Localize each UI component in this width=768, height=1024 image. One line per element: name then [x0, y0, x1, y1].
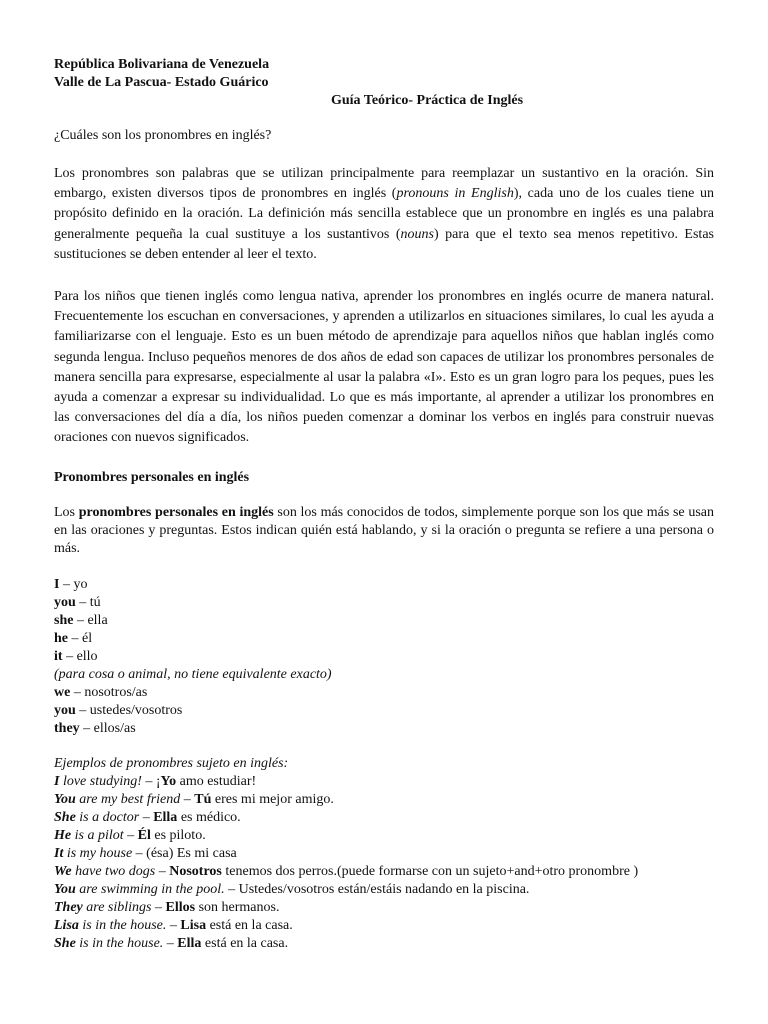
example-translation: son hermanos. — [195, 900, 280, 915]
example-subject: She — [54, 936, 76, 951]
example-sentence: are siblings — [82, 900, 152, 915]
example-subject: They — [54, 900, 83, 915]
example-dash: – — [180, 792, 195, 807]
pronoun-es: – nosotros/as — [70, 685, 148, 700]
pronoun-en: he — [54, 631, 68, 646]
list-item — [54, 684, 332, 702]
paragraph-children: Para los niños que tienen inglés como lengua nativa, aprender los pronombres en inglés ocurre de manera natural. Frecuentemente los escuchan en conversaciones, y aprenden a utilizarlos en situaciones similares, lo cual les ayuda a familiarizarse con el lenguaje. Esto es un buen método de aprendizaje para aquellos niños que hablan inglés como segunda lengua. Incluso pequeños menores de dos años de edad son capaces de utilizar los pronombres personales de manera sencilla para expresarse, especialmente al usar la palabra «I». Esto es un gran logro para los peques, pues les ayuda a comenzar a expresar su individualidad. Lo que es más importante, al aprender a utilizar los pronombres en las conversaciones del día a día, los niños pueden comenzar a dominar los verbos en inglés para construir nuevas oraciones con nuevos significados. — [54, 289, 714, 446]
pronoun-en: you — [54, 703, 76, 718]
pronoun-es: – él — [68, 631, 93, 646]
example-translation: está en la casa. — [206, 918, 293, 933]
example-translation: amo estudiar! — [176, 774, 257, 789]
paragraph-text: Los pronombres son palabras que se utilizan principalmente para reemplazar un sustantivo en la oración. Sin embargo, existen diversos tipos de pronombres en inglés ( — [54, 166, 714, 202]
example-translation-bold: Lisa — [180, 918, 207, 933]
example-item — [54, 845, 638, 863]
example-sentence: is my house — [63, 846, 133, 861]
example-translation-bold: Yo — [160, 774, 177, 789]
bold-term: pronombres personales en inglés — [78, 505, 274, 520]
document-header — [54, 56, 714, 110]
paragraph-text: Los — [54, 505, 79, 520]
example-dash: – — [151, 900, 166, 915]
example-translation-bold: Ellos — [165, 900, 196, 915]
example-subject: We — [54, 864, 72, 879]
list-item — [54, 594, 332, 612]
example-translation-bold: Ella — [177, 936, 202, 951]
pronoun-es: – ellos/as — [79, 721, 136, 736]
example-translation: Ustedes/vosotros están/estáis nadando en la piscina. — [238, 882, 530, 897]
examples-list — [54, 755, 638, 953]
example-sentence: are my best friend — [75, 792, 181, 807]
paragraph-text: son los más conocidos de todos, simplemente porque son los que más se usan en las oraciones y preguntas. Estos indican quién está hablando, y si la oración o pregunta se refiere a una persona o más. — [54, 505, 714, 556]
example-dash: – — [166, 918, 181, 933]
example-item — [54, 791, 638, 809]
example-item — [54, 827, 638, 845]
header-country: República Bolivariana de Venezuela — [54, 57, 270, 72]
example-translation-bold: Tú — [194, 792, 212, 807]
paragraph-text: ), cada uno de los cuales tiene un propósito definido en la oración. La definición más sencilla establece que un pronombre en inglés es una palabra generalmente pequeña la cual sustituye a los sustantivos ( — [54, 186, 715, 242]
example-translation: es piloto. — [150, 828, 206, 843]
example-dash: – — [123, 828, 138, 843]
example-subject: Lisa — [54, 918, 79, 933]
list-item — [54, 702, 332, 720]
example-translation: tenemos dos perros.(puede formarse con un sujeto+and+otro pronombre ) — [221, 864, 639, 879]
example-item — [54, 881, 638, 899]
example-item — [54, 863, 638, 881]
italic-term: nouns — [400, 226, 434, 242]
list-item — [54, 630, 332, 648]
pronoun-en: you — [54, 595, 76, 610]
example-item — [54, 773, 638, 791]
example-sentence: is in the house. — [78, 918, 167, 933]
example-item — [54, 917, 638, 935]
example-sentence: are swimming in the pool. — [75, 882, 225, 897]
pronoun-en: they — [54, 721, 80, 736]
example-sentence: love studying! — [59, 774, 142, 789]
list-item — [54, 612, 332, 630]
example-sentence: is in the house. — [75, 936, 164, 951]
example-translation: eres mi mejor amigo. — [211, 792, 334, 807]
example-sentence: have two dogs — [71, 864, 156, 879]
example-translation-bold: Él — [137, 828, 151, 843]
example-subject: He — [54, 828, 72, 843]
pronoun-en: I — [54, 577, 60, 592]
example-translation-bold: Ella — [153, 810, 178, 825]
list-note — [54, 666, 332, 684]
pronoun-es: – yo — [59, 577, 88, 592]
paragraph-personal-pronouns — [54, 504, 714, 558]
pronoun-list — [54, 576, 332, 738]
examples-heading-text: Ejemplos de pronombres sujeto en inglés: — [54, 756, 289, 771]
example-translation: está en la casa. — [201, 936, 289, 951]
note-text: (para cosa o animal, no tiene equivalente exacto) — [54, 667, 332, 682]
pronoun-es: – tú — [75, 595, 101, 610]
pronoun-es: – ustedes/vosotros — [75, 703, 183, 718]
italic-term: pronouns in English — [396, 186, 514, 202]
pronoun-es: – ella — [73, 613, 108, 628]
example-item — [54, 809, 638, 827]
pronoun-es: – ello — [62, 649, 98, 664]
example-translation-bold: Nosotros — [169, 864, 222, 879]
pronoun-en: she — [54, 613, 74, 628]
example-subject: It — [54, 846, 64, 861]
pronoun-en: it — [54, 649, 63, 664]
example-subject: She — [54, 810, 76, 825]
example-dash: – ¡ — [141, 774, 161, 789]
example-item — [54, 935, 638, 953]
example-subject: You — [54, 882, 76, 897]
example-item — [54, 899, 638, 917]
paragraph-definition — [54, 164, 714, 265]
example-dash: – — [155, 864, 170, 879]
example-sentence: is a doctor — [75, 810, 140, 825]
example-subject: You — [54, 792, 76, 807]
example-dash: – — [132, 846, 147, 861]
intro-question: ¿Cuáles son los pronombres en inglés? — [54, 128, 272, 143]
paragraph-text: ) para que el texto sea menos repetitivo. Estas sustituciones se deben entender al leer el texto. — [54, 226, 714, 262]
example-sentence: is a pilot — [71, 828, 124, 843]
example-dash: – — [224, 882, 239, 897]
example-dash: – — [163, 936, 178, 951]
section-title: Pronombres personales en inglés — [54, 470, 250, 485]
list-item — [54, 576, 332, 594]
pronoun-en: we — [54, 685, 71, 700]
example-dash: – — [139, 810, 154, 825]
list-item — [54, 720, 332, 738]
example-subject: I — [54, 774, 60, 789]
document-title: Guía Teórico- Práctica de Inglés — [330, 93, 524, 108]
examples-heading — [54, 755, 638, 773]
list-item — [54, 648, 332, 666]
example-translation: es médico. — [177, 810, 241, 825]
header-location: Valle de La Pascua- Estado Guárico — [54, 75, 269, 90]
example-translation: (ésa) Es mi casa — [146, 846, 237, 861]
